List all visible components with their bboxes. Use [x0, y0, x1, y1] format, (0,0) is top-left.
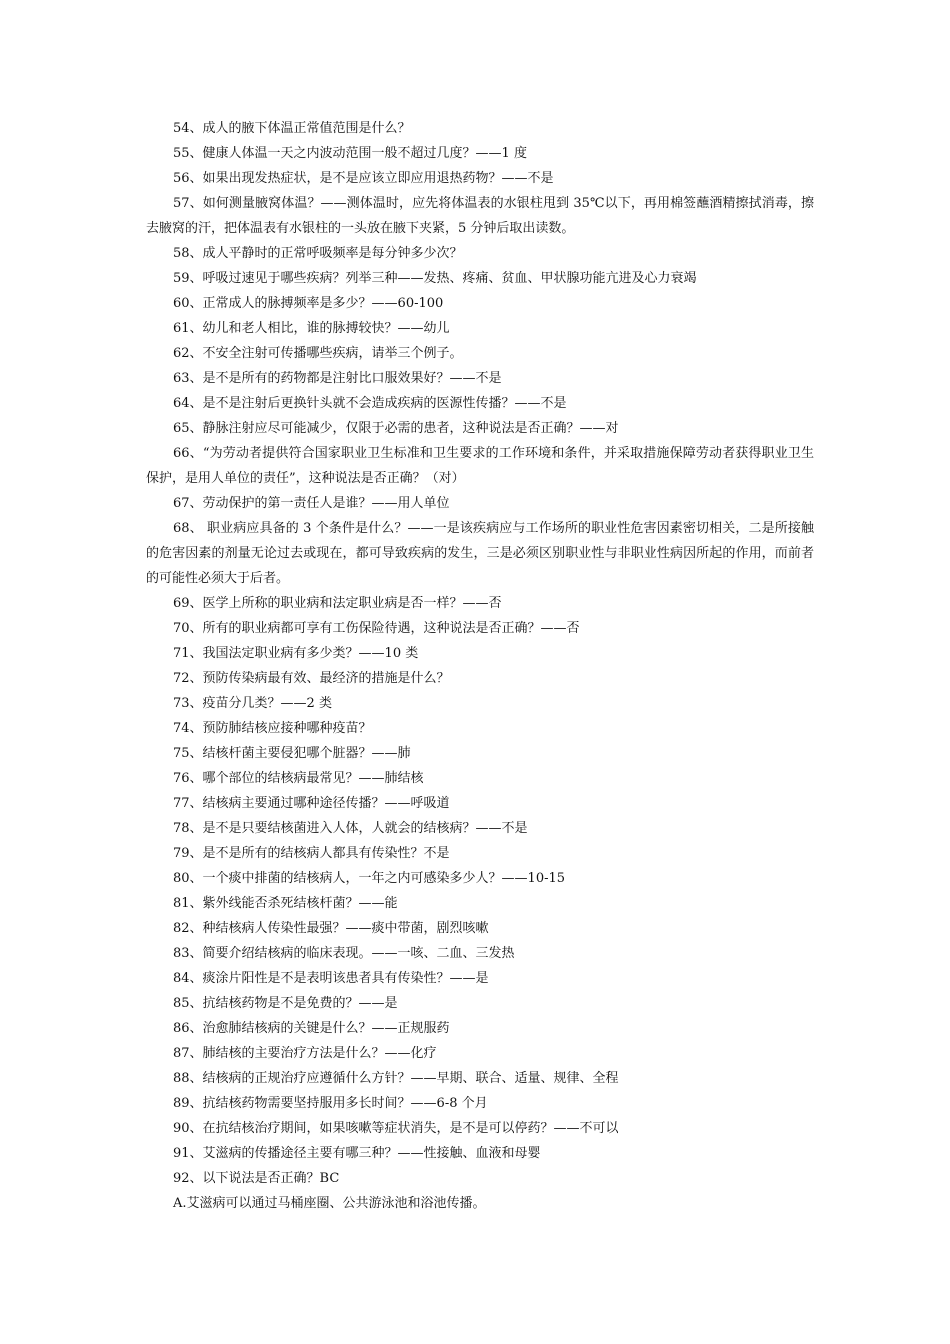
qa-item-78: 78、是不是只要结核菌进入人体，人就会的结核病？——不是	[173, 821, 528, 836]
qa-item-82: 82、种结核病人传染性最强？——痰中带菌，剧烈咳嗽	[173, 921, 489, 936]
qa-item-56: 56、如果出现发热症状，是不是应该立即应用退热药物？——不是	[173, 171, 554, 186]
qa-item-89: 89、抗结核药物需要坚持服用多长时间？——6-8 个月	[173, 1096, 488, 1111]
qa-item-83: 83、简要介绍结核病的临床表现。——一咳、二血、三发热	[173, 946, 515, 961]
qa-item-58: 58、成人平静时的正常呼吸频率是每分钟多少次？	[173, 246, 463, 261]
qa-item-60: 60、正常成人的脉搏频率是多少？——60-100	[173, 296, 444, 311]
qa-item-90: 90、在抗结核治疗期间，如果咳嗽等症状消失，是不是可以停药？——不可以	[173, 1121, 619, 1136]
qa-item-69: 69、医学上所称的职业病和法定职业病是否一样？——否	[173, 596, 502, 611]
qa-item-57: 57、如何测量腋窝体温？——测体温时，应先将体温表的水银柱甩到 35℃以下，再用棉签蘸酒精擦拭消毒，擦去腋窝的汗，把体温表有水银柱的一头放在腋下夹紧，5 分钟后取出读数。	[146, 196, 814, 236]
qa-item-76: 76、哪个部位的结核病最常见？——肺结核	[173, 771, 424, 786]
qa-item-68: 68、 职业病应具备的 3 个条件是什么？——一是该疾病应与工作场所的职业性危害因素密切相关，二是所接触的危害因素的剂量无论过去或现在，都可导致疾病的发生，三是必须区别职业性与非职业性病因所起的作用，而前者的可能性必须大于后者。	[146, 521, 814, 586]
document-page	[146, 116, 814, 1216]
qa-item-62: 62、不安全注射可传播哪些疾病，请举三个例子。	[173, 346, 463, 361]
qa-item-84: 84、痰涂片阳性是不是表明该患者具有传染性？——是	[173, 971, 489, 986]
qa-item-81: 81、紫外线能否杀死结核杆菌？——能	[173, 896, 398, 911]
qa-item-65: 65、静脉注射应尽可能减少，仅限于必需的患者，这种说法是否正确？——对	[173, 421, 619, 436]
qa-item-88: 88、结核病的正规治疗应遵循什么方针？——早期、联合、适量、规律、全程	[173, 1071, 619, 1086]
qa-item-79: 79、是不是所有的结核病人都具有传染性？不是	[173, 846, 450, 861]
qa-item-59: 59、呼吸过速见于哪些疾病？列举三种——发热、疼痛、贫血、甲状腺功能亢进及心力衰竭	[173, 271, 697, 286]
qa-item-77: 77、结核病主要通过哪种途径传播？——呼吸道	[173, 796, 450, 811]
qa-item-54: 54、成人的腋下体温正常值范围是什么？	[173, 121, 411, 136]
qa-item-63: 63、是不是所有的药物都是注射比口服效果好？——不是	[173, 371, 502, 386]
qa-item-67: 67、劳动保护的第一责任人是谁？——用人单位	[173, 496, 450, 511]
qa-item-74: 74、预防肺结核应接种哪种疫苗？	[173, 721, 372, 736]
qa-item-61: 61、幼儿和老人相比，谁的脉搏较快？——幼儿	[173, 321, 450, 336]
answer-option-a: A.艾滋病可以通过马桶座圈、公共游泳池和浴池传播。	[173, 1196, 486, 1211]
qa-item-70: 70、所有的职业病都可享有工伤保险待遇，这种说法是否正确？——否	[173, 621, 580, 636]
qa-item-91: 91、艾滋病的传播途径主要有哪三种？——性接触、血液和母婴	[173, 1146, 541, 1161]
qa-item-64: 64、是不是注射后更换针头就不会造成疾病的医源性传播？——不是	[173, 396, 567, 411]
qa-item-85: 85、抗结核药物是不是免费的？——是	[173, 996, 398, 1011]
qa-item-66: 66、“为劳动者提供符合国家职业卫生标准和卫生要求的工作环境和条件，并采取措施保障劳动者获得职业卫生保护，是用人单位的责任”，这种说法是否正确？（对）	[146, 446, 814, 486]
qa-item-72: 72、预防传染病最有效、最经济的措施是什么？	[173, 671, 450, 686]
qa-item-92: 92、以下说法是否正确？BC	[173, 1171, 340, 1186]
qa-item-80: 80、一个痰中排菌的结核病人，一年之内可感染多少人？——10-15	[173, 871, 566, 886]
qa-item-71: 71、我国法定职业病有多少类？——10 类	[173, 646, 419, 661]
qa-item-86: 86、治愈肺结核病的关键是什么？——正规服药	[173, 1021, 450, 1036]
qa-item-73: 73、疫苗分几类？——2 类	[173, 696, 332, 711]
qa-item-87: 87、肺结核的主要治疗方法是什么？——化疗	[173, 1046, 437, 1061]
qa-item-55: 55、健康人体温一天之内波动范围一般不超过几度？——1 度	[173, 146, 527, 161]
qa-item-75: 75、结核杆菌主要侵犯哪个脏器？——肺	[173, 746, 411, 761]
